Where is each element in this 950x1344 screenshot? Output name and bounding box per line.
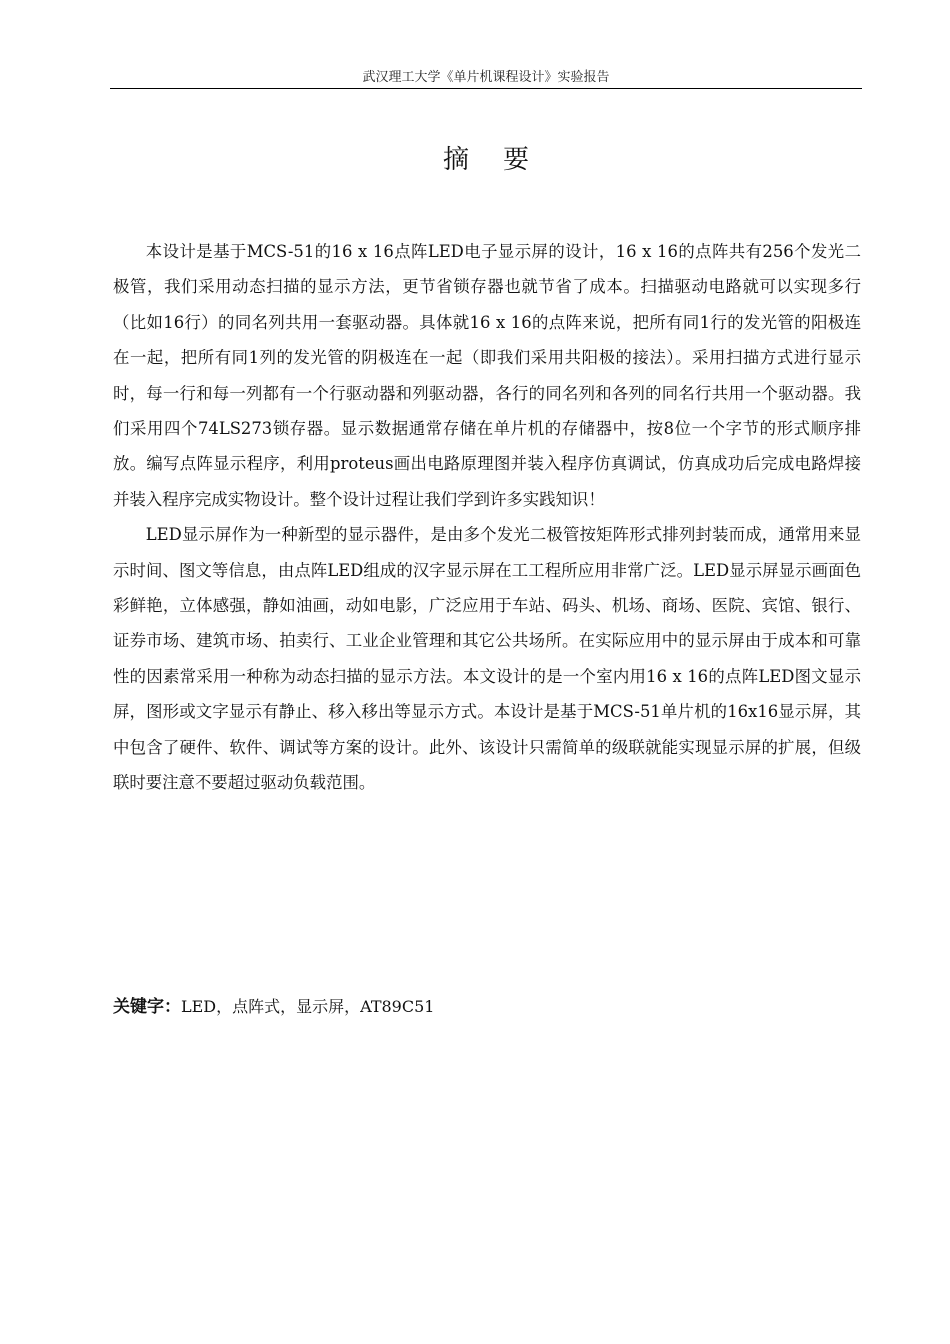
page-title: 摘要 bbox=[442, 145, 563, 175]
abstract-paragraph-2: LED显示屏作为一种新型的显示器件，是由多个发光二极管按矩阵形式排列封装而成，通常用来显示时间、图文等信息，由点阵LED组成的汉字显示屏在工工程所应用非常广泛。LED显示屏显示画面色彩鲜艳，立体感强，静如油画，动如电影，广泛应用于车站、码头、机场、商场、医院、宾馆、银行、证券市场、建筑市场、拍卖行、工业企业管理和其它公共场所。在实际应用中的显示屏由于成本和可靠性的因素常采用一种称为动态扫描的显示方法。本文设计的是一个室内用16 x 16的点阵LED图文显示屏，图形或文字显示有静止、移入移出等显示方式。本设计是基于MCS-51单片机的16x16显示屏，其中包含了硬件、软件、调试等方案的设计。此外、该设计只需简单的级联就能实现显示屏的扩展，但级联时要注意不要超过驱动负载范围。 bbox=[113, 525, 861, 793]
keywords-line bbox=[113, 990, 434, 1024]
keywords-value: LED，点阵式，显示屏，AT89C51 bbox=[181, 997, 435, 1016]
running-header: 武汉理工大学《单片机课程设计》实验报告 bbox=[362, 70, 610, 85]
keywords-label: 关键字： bbox=[113, 997, 181, 1017]
abstract-paragraph-1: 本设计是基于MCS-51的16 x 16点阵LED电子显示屏的设计，16 x 16的点阵共有256个发光二极管，我们采用动态扫描的显示方法，更节省锁存器也就节省了成本。扫描驱动电路就可以实现多行（比如16行）的同名列共用一套驱动器。具体就16 x 16的点阵来说，把所有同1行的发光管的阳极连在一起，把所有同1列的发光管的阴极连在一起（即我们采用共阳极的接法）。采用扫描方式进行显示时，每一行和每一列都有一个行驱动器和列驱动器，各行的同名列和各列的同名行共用一个驱动器。我们采用四个74LS273锁存器。显示数据通常存储在单片机的存储器中，按8位一个字节的形式顺序排放。编写点阵显示程序，利用proteus画出电路原理图并装入程序仿真调试，仿真成功后完成电路焊接并装入程序完成实物设计。整个设计过程让我们学到许多实践知识！ bbox=[113, 242, 861, 509]
abstract-body bbox=[113, 234, 861, 801]
header-divider bbox=[110, 88, 862, 89]
